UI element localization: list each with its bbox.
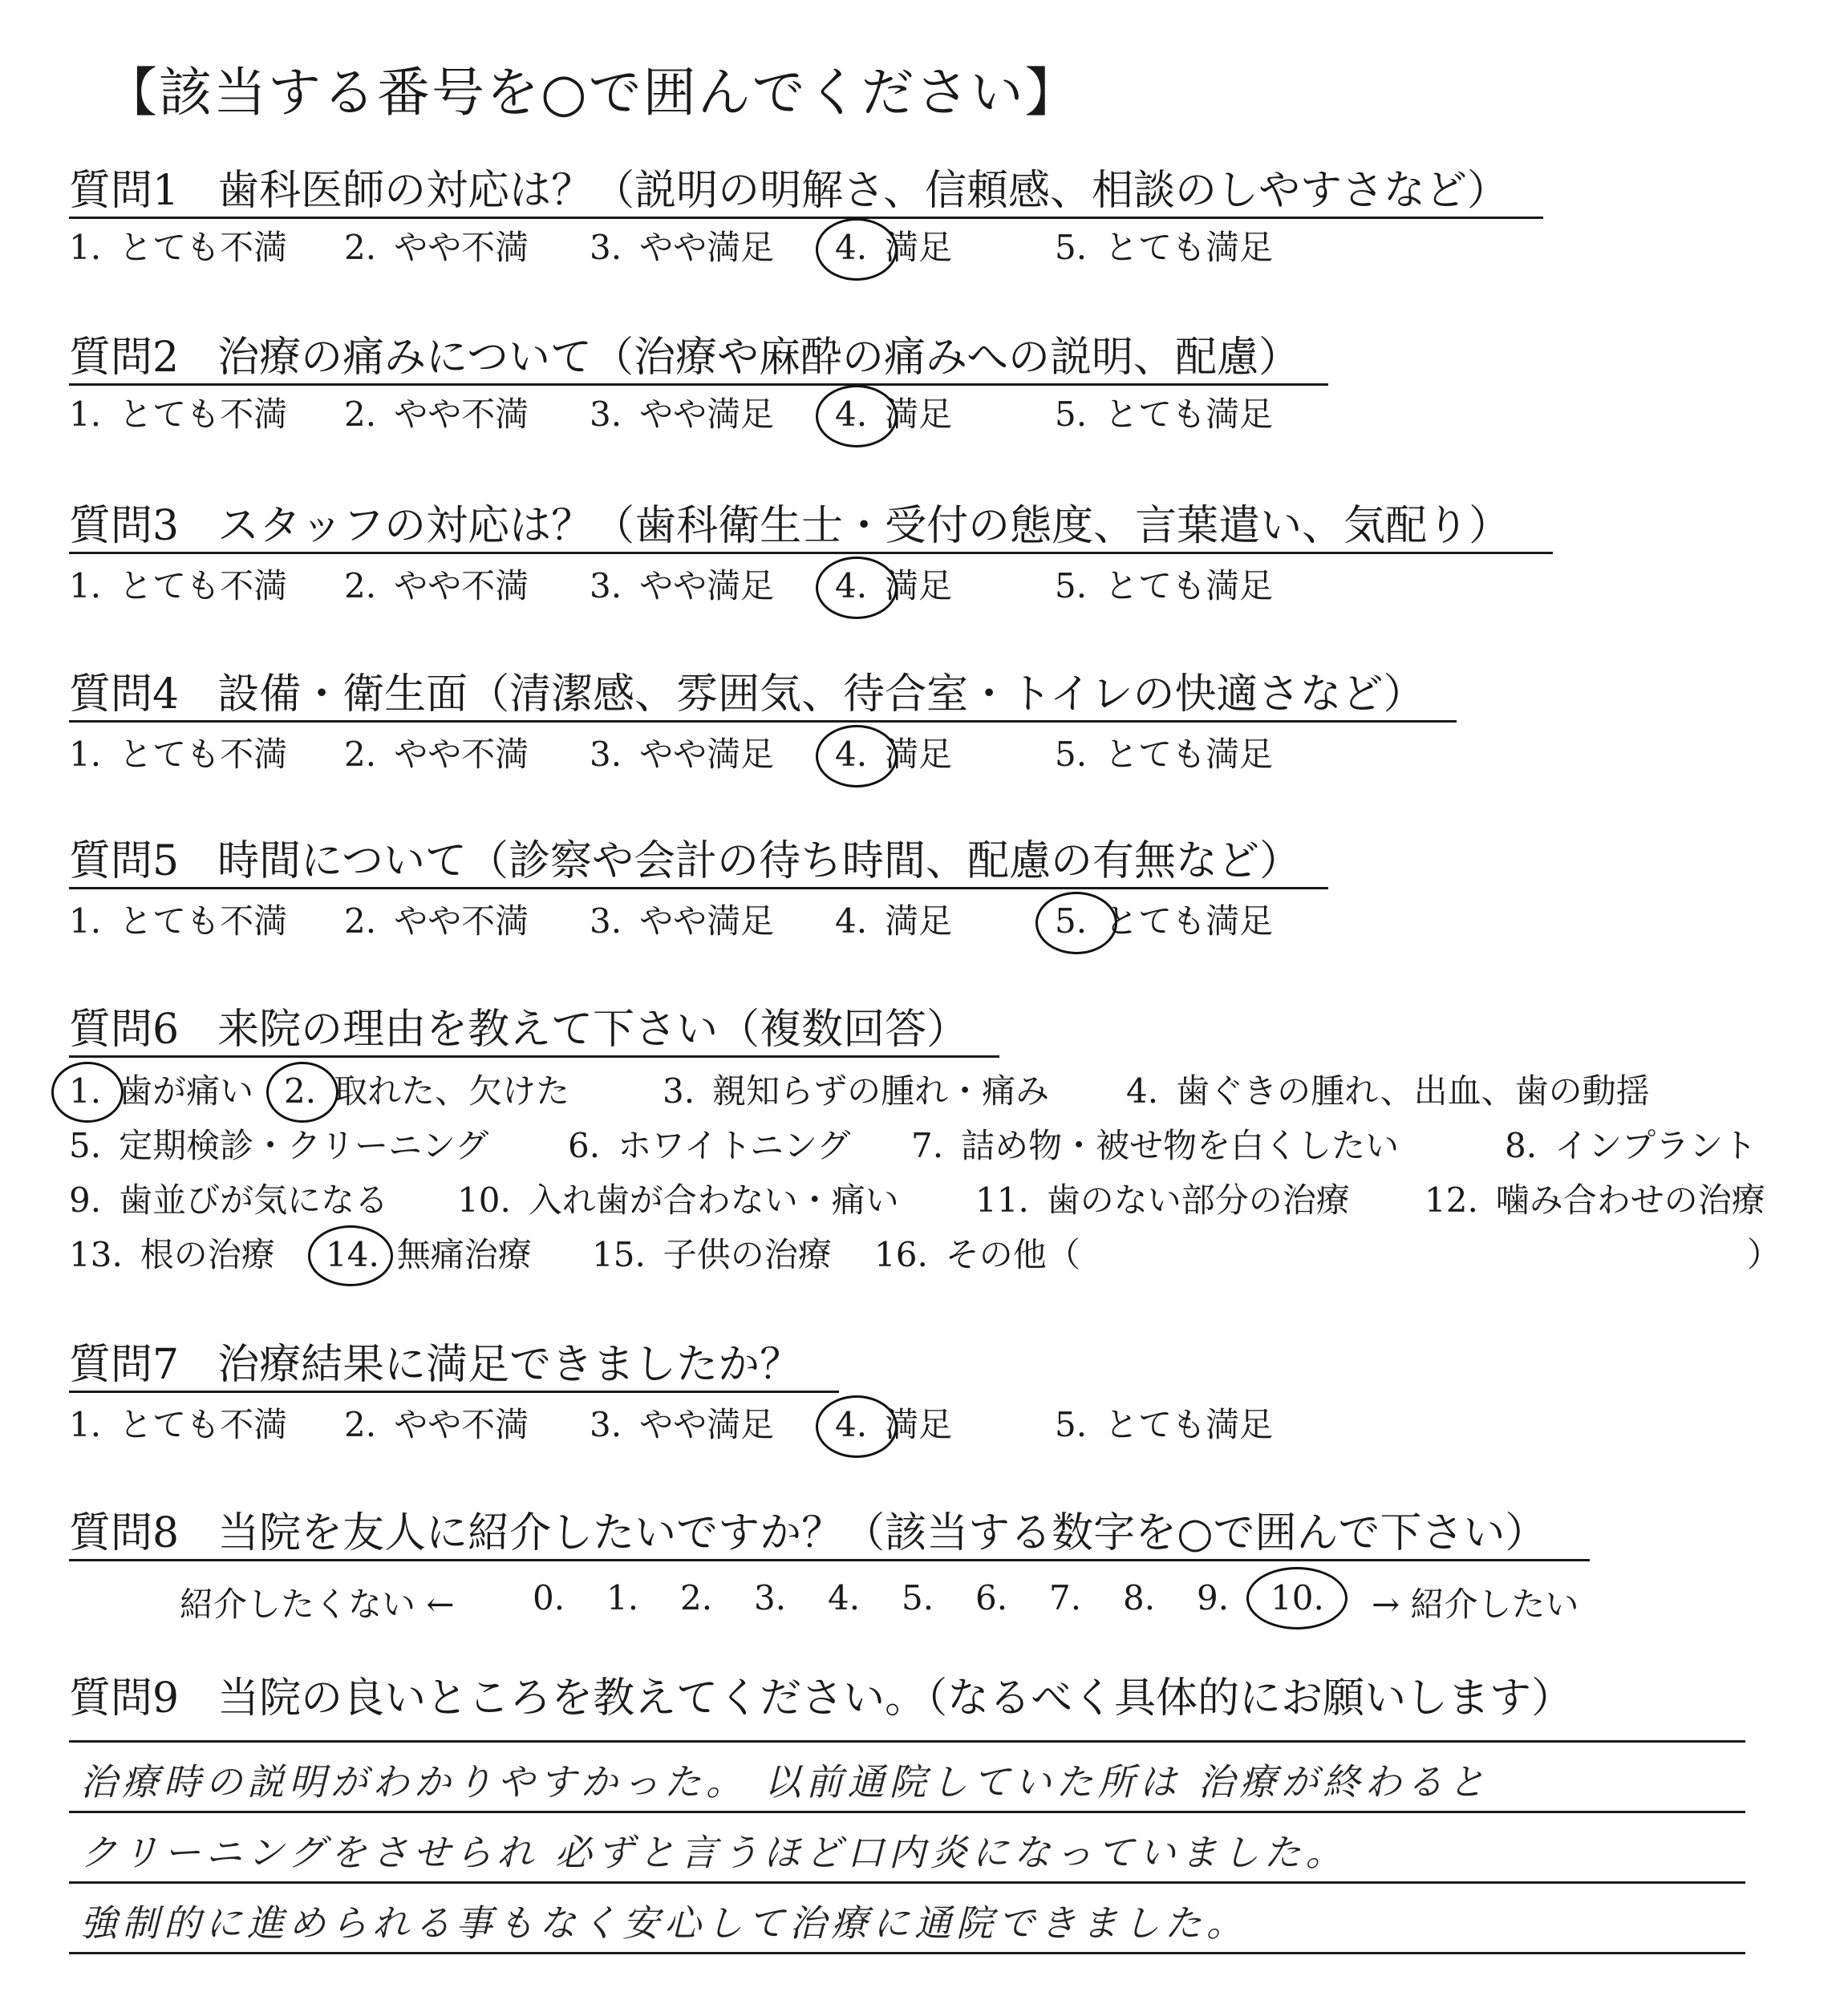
question-5-label: 質問5 xyxy=(69,837,180,885)
option-number: 1. xyxy=(69,1071,102,1111)
option-number: 4. xyxy=(835,228,868,267)
question-3-title xyxy=(69,504,1510,549)
option-number: 3. xyxy=(590,1405,622,1444)
option-label: 満足 xyxy=(885,566,953,605)
q1-option-3[interactable] xyxy=(590,228,775,267)
option-label: その他（ xyxy=(945,1235,1080,1274)
q7-option-3[interactable] xyxy=(590,1405,775,1444)
question-9-title xyxy=(69,1676,1573,1722)
option-label: とても満足 xyxy=(1104,901,1274,941)
q1-option-4[interactable] xyxy=(835,228,953,267)
question-6-text: 来院の理由を教えて下さい（複数回答） xyxy=(217,1006,969,1054)
q8-left-label: 紹介したくない ← xyxy=(180,1585,455,1624)
q6-option-5[interactable] xyxy=(69,1126,489,1165)
option-number: 1. xyxy=(69,228,102,267)
q4-option-5[interactable] xyxy=(1055,735,1274,774)
option-number: 7. xyxy=(911,1126,944,1165)
question-7-text: 治療結果に満足できましたか？ xyxy=(217,1341,802,1389)
option-label: やや満足 xyxy=(639,395,775,434)
option-number: 1. xyxy=(69,901,102,941)
q9-write-line-3 xyxy=(69,1881,1745,1884)
q2-option-5[interactable] xyxy=(1055,395,1274,434)
question-7-title xyxy=(69,1342,801,1388)
q8-scale-6[interactable]: 6. xyxy=(975,1578,1008,1617)
q3-option-1[interactable] xyxy=(69,566,288,605)
q6-option-12[interactable] xyxy=(1424,1180,1765,1220)
option-number: 2. xyxy=(344,395,377,434)
option-label: 歯並びが気になる xyxy=(119,1180,389,1220)
question-6-underline xyxy=(69,1055,999,1058)
option-number: 3. xyxy=(663,1071,695,1111)
option-number: 2. xyxy=(344,228,377,267)
q6-option-10[interactable] xyxy=(457,1180,899,1220)
option-label: とても不満 xyxy=(119,228,288,267)
option-label: やや満足 xyxy=(639,901,775,941)
q7-option-5[interactable] xyxy=(1055,1405,1274,1444)
q7-option-2[interactable] xyxy=(344,1405,529,1444)
option-number: 5. xyxy=(1055,1405,1088,1444)
q6-option-4[interactable] xyxy=(1126,1071,1650,1111)
option-number: 3. xyxy=(590,566,622,605)
q5-option-4[interactable] xyxy=(835,901,953,941)
option-label: やや満足 xyxy=(639,566,775,605)
option-label: 歯ぐきの腫れ、出血、歯の動揺 xyxy=(1176,1071,1650,1111)
option-label: 親知らずの腫れ・痛み xyxy=(712,1071,1050,1111)
question-1-label: 質問1 xyxy=(69,167,180,215)
option-number: 5. xyxy=(1055,395,1088,434)
option-number: 1. xyxy=(69,566,102,605)
q4-option-1[interactable] xyxy=(69,735,288,774)
q2-option-1[interactable] xyxy=(69,395,288,434)
option-label: やや不満 xyxy=(394,901,529,941)
option-label: とても不満 xyxy=(119,566,288,605)
q7-option-4[interactable] xyxy=(835,1405,953,1444)
option-label: とても満足 xyxy=(1104,395,1274,434)
option-label: 噛み合わせの治療 xyxy=(1495,1180,1765,1220)
question-9-label: 質問9 xyxy=(69,1674,180,1723)
option-label: とても不満 xyxy=(119,395,288,434)
option-label: 満足 xyxy=(885,735,953,774)
question-9-text: 当院の良いところを教えてください。（なるべく具体的にお願いします） xyxy=(217,1674,1574,1723)
option-number: 9. xyxy=(69,1180,102,1220)
option-number: 2. xyxy=(344,1405,377,1444)
q7-option-1[interactable] xyxy=(69,1405,288,1444)
q3-option-3[interactable] xyxy=(590,566,775,605)
q8-scale-4[interactable]: 4. xyxy=(828,1578,861,1617)
q8-scale-0[interactable]: 0. xyxy=(533,1578,565,1617)
q6-option-3[interactable] xyxy=(663,1071,1050,1111)
q5-option-3[interactable] xyxy=(590,901,775,941)
option-number: 4. xyxy=(835,901,868,941)
question-2-label: 質問2 xyxy=(69,334,180,382)
option-label: とても満足 xyxy=(1104,566,1274,605)
question-3-text: スタッフの対応は？（歯科衛生士・受付の態度、言葉遣い、気配り） xyxy=(217,502,1511,550)
option-label: とても満足 xyxy=(1104,735,1274,774)
question-3-label: 質問3 xyxy=(69,502,180,550)
option-number: 16. xyxy=(874,1235,928,1274)
option-number: 13. xyxy=(69,1235,123,1274)
q6-option-7[interactable] xyxy=(911,1126,1400,1165)
q9-answer-line-3: 強制的に進められる事もなく安心して治療に通院できました。 xyxy=(80,1901,1248,1945)
q3-option-4[interactable] xyxy=(835,566,953,605)
q2-option-4[interactable] xyxy=(835,395,953,434)
question-2-text: 治療の痛みについて（治療や麻酔の痛みへの説明、配慮） xyxy=(217,334,1301,382)
q6-other-close-paren: ） xyxy=(1747,1235,1781,1274)
q8-scale-5[interactable]: 5. xyxy=(902,1578,934,1617)
option-number: 1. xyxy=(69,395,102,434)
option-number: 14. xyxy=(326,1235,379,1274)
question-7-label: 質問7 xyxy=(69,1341,180,1389)
option-label: 歯のない部分の治療 xyxy=(1046,1180,1350,1220)
option-label: 満足 xyxy=(885,395,953,434)
q8-right-label: → 紹介したい xyxy=(1372,1585,1579,1624)
option-label: インプラント xyxy=(1554,1126,1757,1165)
question-8-underline xyxy=(69,1559,1590,1561)
option-number: 1. xyxy=(69,735,102,774)
q6-option-14[interactable] xyxy=(326,1235,532,1274)
option-number: 11. xyxy=(975,1180,1029,1220)
option-label: やや不満 xyxy=(394,735,529,774)
option-number: 2. xyxy=(344,566,377,605)
q6-option-8[interactable] xyxy=(1505,1126,1757,1165)
option-label: とても不満 xyxy=(119,901,288,941)
q8-scale-3[interactable]: 3. xyxy=(754,1578,787,1617)
option-label: 詰め物・被せ物を白くしたい xyxy=(961,1126,1400,1165)
option-number: 8. xyxy=(1505,1126,1538,1165)
option-label: やや満足 xyxy=(639,228,775,267)
option-number: 12. xyxy=(1424,1180,1478,1220)
option-label: 満足 xyxy=(885,228,953,267)
option-label: やや不満 xyxy=(394,395,529,434)
option-number: 4. xyxy=(835,735,868,774)
option-label: 入れ歯が合わない・痛い xyxy=(528,1180,899,1220)
q9-write-line-2 xyxy=(69,1811,1745,1813)
q2-option-3[interactable] xyxy=(590,395,775,434)
q9-answer-line-1: 治療時の説明がわかりやすかった。 以前通院していた所は 治療が終わると xyxy=(80,1760,1490,1804)
question-8-label: 質問8 xyxy=(69,1509,180,1557)
q8-scale-10[interactable]: 10. xyxy=(1270,1578,1324,1617)
option-number: 4. xyxy=(1126,1071,1159,1111)
q9-answer-line-2: クリーニングをさせられ 必ずと言うほど口内炎になっていました。 xyxy=(80,1831,1348,1874)
option-label: やや不満 xyxy=(394,228,529,267)
option-label: 定期検診・クリーニング xyxy=(119,1126,489,1165)
option-label: とても満足 xyxy=(1104,228,1274,267)
question-5-underline xyxy=(69,887,1328,889)
option-number: 10. xyxy=(457,1180,511,1220)
option-number: 5. xyxy=(69,1126,102,1165)
q8-scale-9[interactable]: 9. xyxy=(1197,1578,1230,1617)
question-7-underline xyxy=(69,1391,839,1393)
option-label: 取れた、欠けた xyxy=(334,1071,570,1111)
option-number: 2. xyxy=(344,735,377,774)
option-number: 2. xyxy=(284,1071,317,1111)
question-1-text: 歯科医師の対応は？（説明の明解さ、信頼感、相談のしやすさなど） xyxy=(217,167,1510,215)
option-number: 6. xyxy=(568,1126,601,1165)
option-number: 4. xyxy=(835,1405,868,1444)
option-label: 無痛治療 xyxy=(396,1235,532,1274)
question-2-title xyxy=(69,335,1300,381)
option-number: 15. xyxy=(592,1235,646,1274)
option-label: 満足 xyxy=(885,901,953,941)
q6-option-16[interactable] xyxy=(874,1235,1080,1274)
option-number: 5. xyxy=(1055,735,1088,774)
q8-scale-8[interactable]: 8. xyxy=(1123,1578,1156,1617)
q2-option-2[interactable] xyxy=(344,395,529,434)
page-header: 【該当する番号を○で囲んでください】 xyxy=(104,62,1080,123)
q4-option-2[interactable] xyxy=(344,735,529,774)
q1-option-2[interactable] xyxy=(344,228,529,267)
question-2-underline xyxy=(69,383,1328,386)
option-label: やや満足 xyxy=(639,735,775,774)
q5-option-5[interactable] xyxy=(1055,901,1274,941)
question-6-title xyxy=(69,1007,968,1053)
question-4-text: 設備・衛生面（清潔感、雰囲気、待合室・トイレの快適さなど） xyxy=(217,670,1425,719)
question-6-label: 質問6 xyxy=(69,1006,180,1054)
q8-scale-1[interactable]: 1. xyxy=(606,1578,639,1617)
q6-option-11[interactable] xyxy=(975,1180,1350,1220)
option-number: 3. xyxy=(590,901,622,941)
question-1-title xyxy=(69,168,1509,214)
option-label: ホワイトニング xyxy=(618,1126,851,1165)
q6-option-6[interactable] xyxy=(568,1126,851,1165)
option-label: 歯が痛い xyxy=(119,1071,254,1111)
option-number: 1. xyxy=(69,1405,102,1444)
q6-option-9[interactable] xyxy=(69,1180,389,1220)
option-number: 5. xyxy=(1055,228,1088,267)
option-label: やや不満 xyxy=(394,1405,529,1444)
question-4-underline xyxy=(69,720,1457,723)
option-label: とても不満 xyxy=(119,1405,288,1444)
q3-option-2[interactable] xyxy=(344,566,529,605)
option-number: 2. xyxy=(344,901,377,941)
q6-option-13[interactable] xyxy=(69,1235,275,1274)
option-number: 3. xyxy=(590,735,622,774)
q9-write-line-4 xyxy=(69,1952,1745,1954)
option-number: 5. xyxy=(1055,901,1088,941)
option-label: 満足 xyxy=(885,1405,953,1444)
q6-option-15[interactable] xyxy=(592,1235,832,1274)
question-5-title xyxy=(69,839,1301,885)
option-number: 3. xyxy=(590,395,622,434)
question-5-text: 時間について（診察や会計の待ち時間、配慮の有無など） xyxy=(217,837,1302,885)
option-label: やや不満 xyxy=(394,566,529,605)
question-4-title xyxy=(69,672,1425,718)
q5-option-2[interactable] xyxy=(344,901,529,941)
q5-option-1[interactable] xyxy=(69,901,288,941)
q8-scale-7[interactable]: 7. xyxy=(1049,1578,1082,1617)
option-number: 4. xyxy=(835,566,868,605)
question-8-title xyxy=(69,1511,1546,1557)
q8-scale-2[interactable]: 2. xyxy=(680,1578,713,1617)
q6-option-2[interactable] xyxy=(284,1071,570,1111)
question-4-label: 質問4 xyxy=(69,670,180,719)
option-label: 子供の治療 xyxy=(663,1235,832,1274)
option-number: 5. xyxy=(1055,566,1088,605)
option-number: 3. xyxy=(590,228,622,267)
option-number: 4. xyxy=(835,395,868,434)
q9-write-line-1 xyxy=(69,1740,1745,1743)
question-1-underline xyxy=(69,217,1543,219)
q3-option-5[interactable] xyxy=(1055,566,1274,605)
option-label: やや満足 xyxy=(639,1405,775,1444)
q4-option-3[interactable] xyxy=(590,735,775,774)
question-3-underline xyxy=(69,552,1553,554)
q1-option-5[interactable] xyxy=(1055,228,1274,267)
option-label: 根の治療 xyxy=(140,1235,275,1274)
q6-option-1[interactable] xyxy=(69,1071,254,1111)
q4-option-4[interactable] xyxy=(835,735,953,774)
option-label: とても満足 xyxy=(1104,1405,1274,1444)
question-8-text: 当院を友人に紹介したいですか？（該当する数字を○で囲んで下さい） xyxy=(217,1509,1547,1557)
option-label: とても不満 xyxy=(119,735,288,774)
q1-option-1[interactable] xyxy=(69,228,288,267)
